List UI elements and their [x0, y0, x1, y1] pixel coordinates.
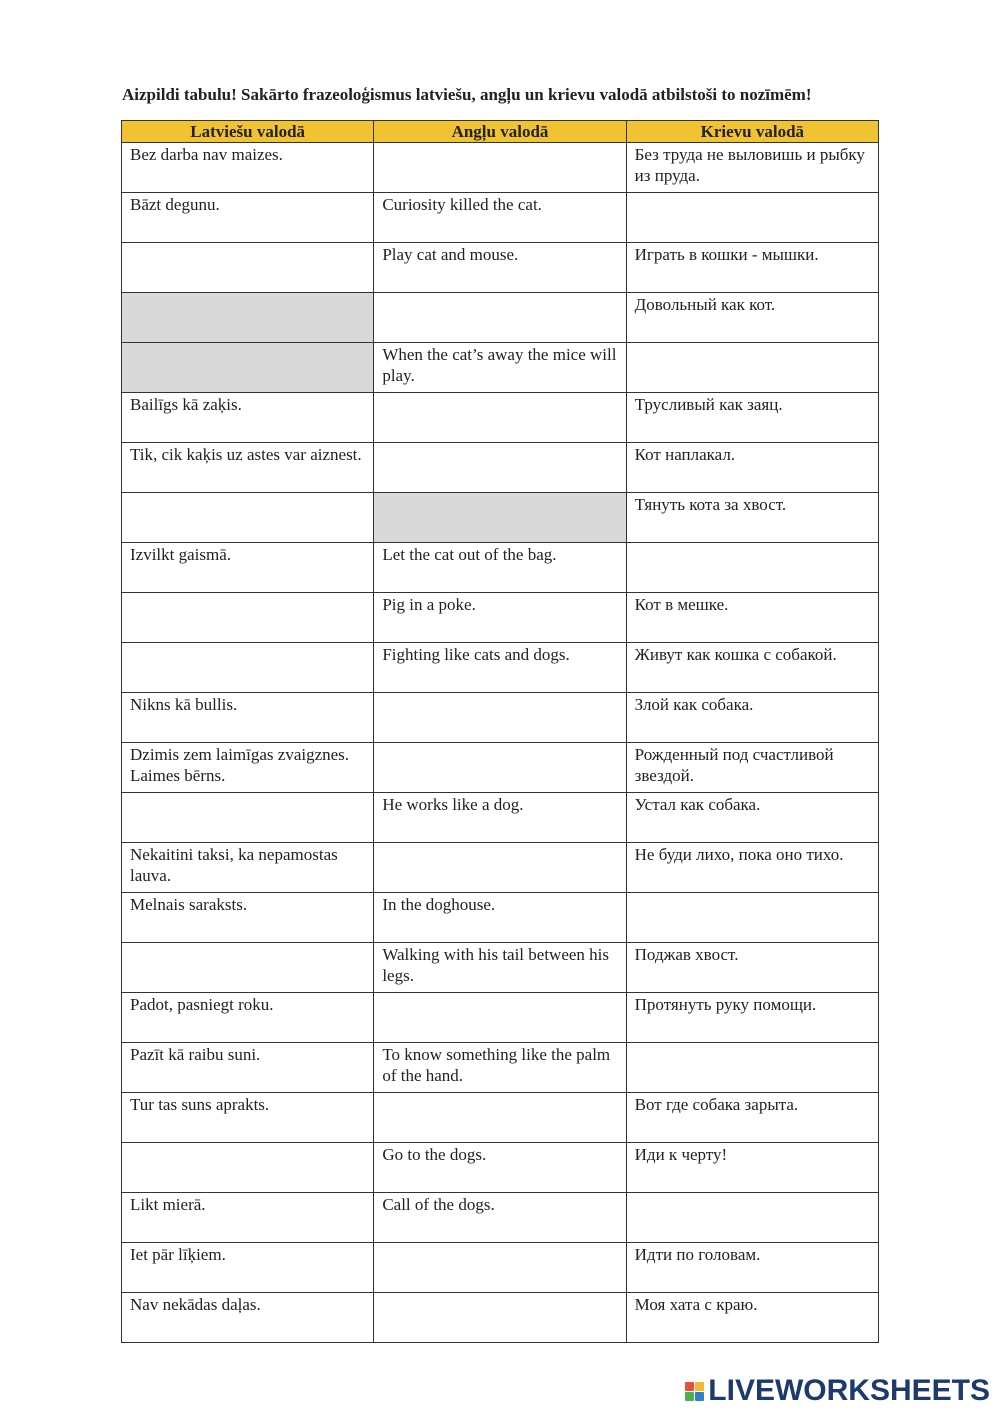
cell-russian: Протянуть руку помощи.	[626, 993, 878, 1043]
cell-english: In the doghouse.	[374, 893, 626, 943]
cell-russian: Рожденный под счастливой звездой.	[626, 743, 878, 793]
cell-latvian-blank[interactable]	[122, 243, 374, 293]
cell-russian: Кот в мешке.	[626, 593, 878, 643]
cell-russian-blank[interactable]	[626, 193, 878, 243]
table-row	[122, 693, 879, 743]
cell-russian: Играть в кошки - мышки.	[626, 243, 878, 293]
cell-latvian: Bāzt degunu.	[122, 193, 374, 243]
table-row	[122, 443, 879, 493]
cell-latvian: Padot, pasniegt roku.	[122, 993, 374, 1043]
table-row	[122, 893, 879, 943]
table-row	[122, 943, 879, 993]
cell-russian: Без труда не выловишь и рыбку из пруда.	[626, 143, 878, 193]
cell-russian: Тянуть кота за хвост.	[626, 493, 878, 543]
cell-russian: Не буди лихо, пока оно тихо.	[626, 843, 878, 893]
cell-english-blank[interactable]	[374, 993, 626, 1043]
cell-russian-blank[interactable]	[626, 343, 878, 393]
cell-latvian-blank[interactable]	[122, 793, 374, 843]
table-row	[122, 343, 879, 393]
cell-english-shaded	[374, 493, 626, 543]
cell-english-blank[interactable]	[374, 293, 626, 343]
cell-english-blank[interactable]	[374, 1093, 626, 1143]
header-russian: Krievu valodā	[626, 121, 878, 143]
cell-latvian: Nav nekādas daļas.	[122, 1293, 374, 1343]
cell-russian: Поджав хвост.	[626, 943, 878, 993]
cell-latvian: Iet pār līķiem.	[122, 1243, 374, 1293]
table-row	[122, 593, 879, 643]
table-row	[122, 143, 879, 193]
cell-latvian: Nekaitini taksi, ka nepamostas lauva.	[122, 843, 374, 893]
cell-russian: Идти по головам.	[626, 1243, 878, 1293]
cell-russian-blank[interactable]	[626, 893, 878, 943]
cell-latvian: Bez darba nav maizes.	[122, 143, 374, 193]
cell-english: Let the cat out of the bag.	[374, 543, 626, 593]
table-header-row	[122, 121, 879, 143]
cell-latvian: Bailīgs kā zaķis.	[122, 393, 374, 443]
cell-russian: Моя хата с краю.	[626, 1293, 878, 1343]
cell-english: To know something like the palm of the hand.	[374, 1043, 626, 1093]
table-row	[122, 393, 879, 443]
cell-latvian: Tur tas suns aprakts.	[122, 1093, 374, 1143]
cell-latvian: Pazīt kā raibu suni.	[122, 1043, 374, 1093]
instruction-heading: Aizpildi tabulu! Sakārto frazeoloģismus latviešu, angļu un krievu valodā atbilstoši to nozīmēm!	[122, 85, 812, 104]
cell-english: Go to the dogs.	[374, 1143, 626, 1193]
cell-english: When the cat’s away the mice will play.	[374, 343, 626, 393]
cell-latvian-blank[interactable]	[122, 1143, 374, 1193]
cell-latvian-blank[interactable]	[122, 493, 374, 543]
logo-blocks-icon	[685, 1382, 704, 1401]
cell-russian: Трусливый как заяц.	[626, 393, 878, 443]
cell-latvian: Nikns kā bullis.	[122, 693, 374, 743]
table-row	[122, 193, 879, 243]
cell-english: He works like a dog.	[374, 793, 626, 843]
header-latvian: Latviešu valodā	[122, 121, 374, 143]
table-row	[122, 743, 879, 793]
cell-latvian: Dzimis zem laimīgas zvaigznes. Laimes bērns.	[122, 743, 374, 793]
cell-english-blank[interactable]	[374, 1293, 626, 1343]
cell-english-blank[interactable]	[374, 393, 626, 443]
cell-english: Walking with his tail between his legs.	[374, 943, 626, 993]
cell-russian: Кот наплакал.	[626, 443, 878, 493]
cell-english: Fighting like cats and dogs.	[374, 643, 626, 693]
table-row	[122, 493, 879, 543]
cell-russian: Иди к черту!	[626, 1143, 878, 1193]
cell-english-blank[interactable]	[374, 693, 626, 743]
cell-latvian-blank[interactable]	[122, 593, 374, 643]
liveworksheets-logo	[685, 1374, 990, 1408]
cell-english-blank[interactable]	[374, 743, 626, 793]
table-row	[122, 293, 879, 343]
cell-russian: Довольный как кот.	[626, 293, 878, 343]
cell-english: Pig in a poke.	[374, 593, 626, 643]
cell-english-blank[interactable]	[374, 1243, 626, 1293]
table-row	[122, 543, 879, 593]
cell-english-blank[interactable]	[374, 843, 626, 893]
cell-latvian: Izvilkt gaismā.	[122, 543, 374, 593]
cell-russian: Вот где собака зарыта.	[626, 1093, 878, 1143]
cell-latvian-blank[interactable]	[122, 643, 374, 693]
cell-latvian-shaded	[122, 293, 374, 343]
cell-english-blank[interactable]	[374, 443, 626, 493]
cell-english: Call of the dogs.	[374, 1193, 626, 1243]
table-row	[122, 1243, 879, 1293]
table-row	[122, 1043, 879, 1093]
cell-russian: Живут как кошка с собакой.	[626, 643, 878, 693]
cell-russian-blank[interactable]	[626, 543, 878, 593]
header-english: Angļu valodā	[374, 121, 626, 143]
cell-english: Curiosity killed the cat.	[374, 193, 626, 243]
table-row	[122, 643, 879, 693]
table-row	[122, 993, 879, 1043]
phraseology-table	[121, 120, 879, 1343]
table-row	[122, 1143, 879, 1193]
cell-russian: Устал как собака.	[626, 793, 878, 843]
table-row	[122, 1193, 879, 1243]
cell-english: Play cat and mouse.	[374, 243, 626, 293]
cell-latvian-blank[interactable]	[122, 943, 374, 993]
cell-latvian: Tik, cik kaķis uz astes var aiznest.	[122, 443, 374, 493]
table-row	[122, 843, 879, 893]
table-row	[122, 1293, 879, 1343]
brand-text: LIVEWORKSHEETS	[708, 1374, 990, 1407]
cell-russian-blank[interactable]	[626, 1043, 878, 1093]
cell-english-blank[interactable]	[374, 143, 626, 193]
table-row	[122, 1093, 879, 1143]
cell-latvian: Melnais saraksts.	[122, 893, 374, 943]
table-row	[122, 243, 879, 293]
cell-russian-blank[interactable]	[626, 1193, 878, 1243]
cell-latvian: Likt mierā.	[122, 1193, 374, 1243]
cell-latvian-shaded	[122, 343, 374, 393]
cell-russian: Злой как собака.	[626, 693, 878, 743]
table-row	[122, 793, 879, 843]
